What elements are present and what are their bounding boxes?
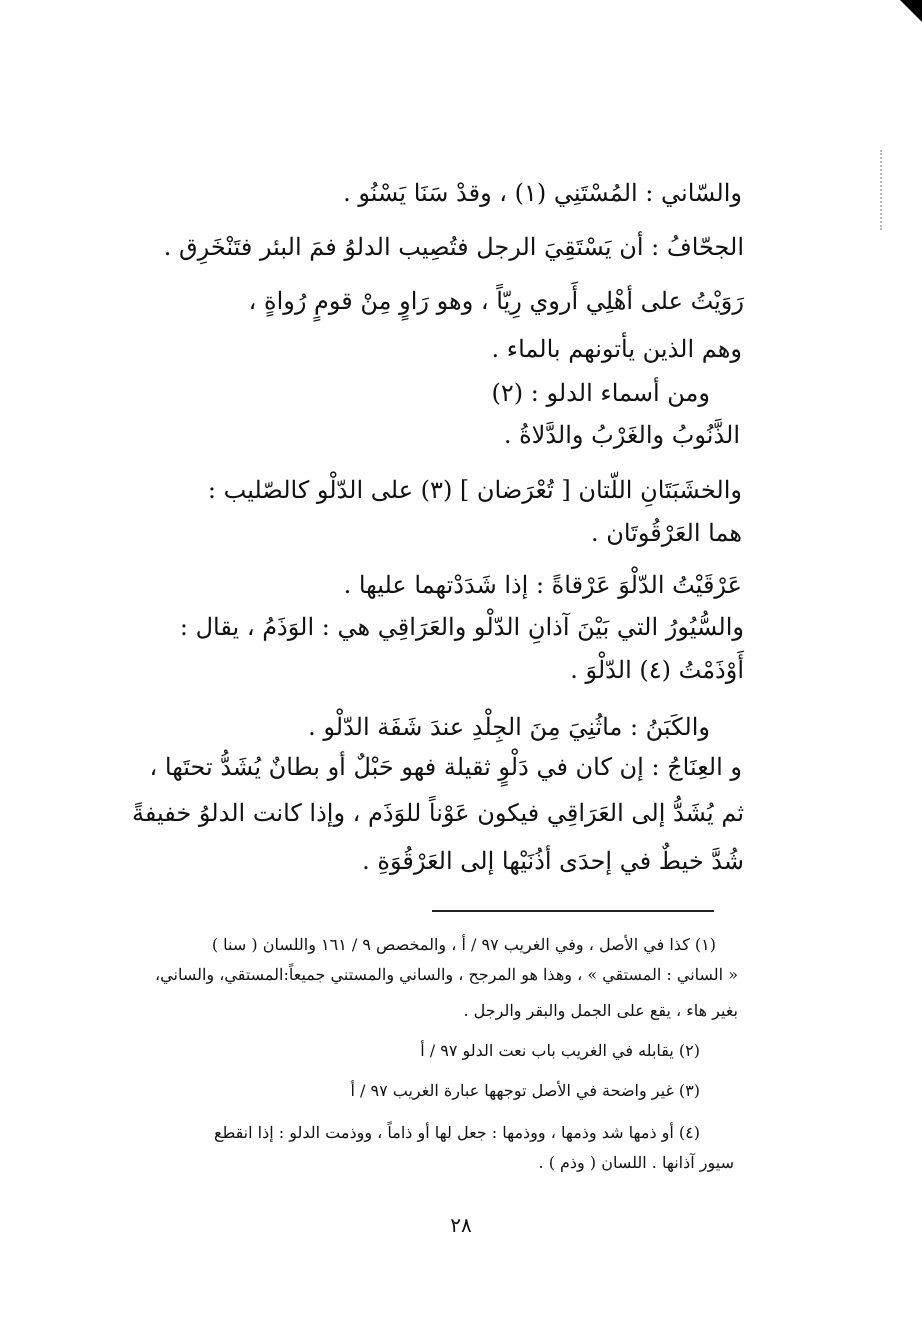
body-line: شُدَّ خيطٌ في إحدَى أذُنَيْها إلى العَرْقُوَةِ . — [362, 847, 744, 875]
body-line: وهم الذين يأتونهم بالماء . — [491, 335, 742, 363]
footnote-line: سيور آذانها . اللسان ( وذم ) . — [538, 1153, 734, 1172]
page-corner-mark — [900, 0, 922, 22]
footnote-line: « الساني : المستقي » ، وهذا هو المرجح ، والساني والمستني جميعاً:المستقي، والساني، — [154, 965, 738, 984]
body-line: عَرْقَيْتُ الدّلْوَ عَرْقاةً : إذا شَدَدْتهما عليها . — [343, 571, 742, 599]
body-line: والسُّيُورُ التي بَيْنَ آذانِ الدّلْو والعَرَاقِي هي : الوَذَمُ ، يقال : — [179, 613, 744, 641]
footnote-line: (٣) غير واضحة في الأصل توجهها عبارة الغريب ٩٧ / أ — [350, 1081, 700, 1100]
body-line: رَوَيْتُ على أهْلِي أَروي رِيّاً ، وهو رَاوٍ مِنْ قومٍ رُواةٍ ، — [248, 287, 744, 315]
footnote-line: بغير هاء ، يقع على الجمل والبقر والرجل . — [463, 1001, 738, 1020]
footnote-line: (٤) أو ذمها شد وذمها ، ووذمها : جعل لها أو ذاماً ، ووذمت الدلو : إذا انقطع — [213, 1123, 700, 1142]
body-line: الذَّنُوبُ والغَرْبُ والدَّلاةُ . — [503, 421, 740, 449]
body-line: ومن أسماء الدلو : (٢) — [491, 379, 710, 407]
body-line: والسّاني : المُسْتَنِي (١) ، وقدْ سَنَا يَسْنُو . — [343, 179, 742, 207]
page-number: ٢٨ — [450, 1213, 472, 1237]
margin-dots — [880, 150, 884, 230]
body-line: والكَبَنُ : ماثُنِيَ مِنَ الجِلْدِ عندَ شَفَة الدّلْو . — [308, 713, 710, 741]
body-line: أَوْذَمْتُ (٤) الدّلْوَ . — [570, 656, 744, 684]
body-line: و العِنَاجُ : إن كان في دَلْوٍ ثقيلة فهو حَبْلٌ أو بطانٌ يُشَدُّ تحتَها ، — [149, 753, 742, 781]
footnote-line: (١) كذا في الأصل ، وفي الغريب ٩٧ / أ ، والمخصص ٩ / ١٦١ واللسان ( سنا ) — [211, 935, 716, 954]
body-line: الجحّافُ : أن يَسْتَقِيَ الرجل فتُصِيب الدلوُ فمَ البئر فتَنْخَرِق . — [163, 233, 744, 261]
body-line: ثم يُشَدُّ إلى العَرَاقِي فيكون عَوْناً للوَذَم ، وإذا كانت الدلوُ خفيفةً — [132, 799, 744, 827]
footnote-line: (٢) يقابله في الغريب باب نعت الدلو ٩٧ / أ — [420, 1041, 700, 1060]
body-line: والخشَبَتَانِ اللّتان [ تُعْرَضان ] (٣) على الدّلْو كالصّليب : — [207, 476, 742, 504]
body-line: هما العَرْقُوتَان . — [590, 519, 742, 547]
footnote-separator — [432, 910, 714, 912]
